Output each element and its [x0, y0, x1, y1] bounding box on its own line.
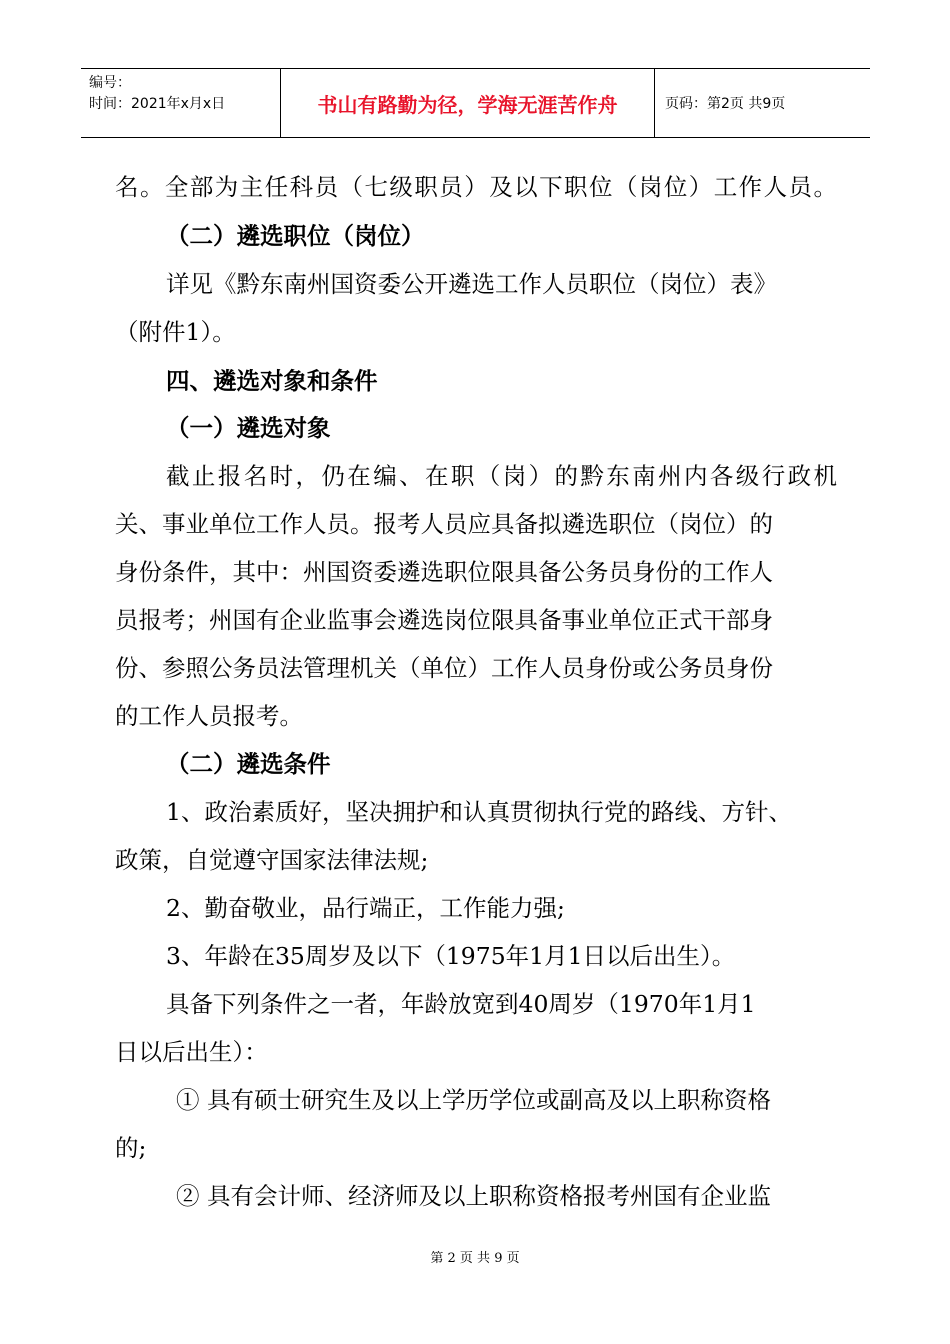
body-line: 2、勤奋敬业，品行端正，工作能力强;	[166, 894, 565, 922]
body-line: 员报考；州国有企业监事会遴选岗位限具备事业单位正式干部身	[115, 606, 773, 634]
section-heading: 四、遴选对象和条件	[166, 367, 378, 395]
body-line: 截止报名时，仍在编、在职（岗）的黔东南州内各级行政机	[166, 462, 837, 490]
header-page-code: 页码：第2页 共9页	[665, 96, 786, 112]
section-heading: （二）遴选条件	[166, 750, 331, 778]
body-line: 关、事业单位工作人员。报考人员应具备拟遴选职位（岗位）的	[115, 510, 773, 538]
body-line: 具备下列条件之一者，年龄放宽到40周岁（1970年1月1	[166, 990, 756, 1018]
body-line: 身份条件，其中：州国资委遴选职位限具备公务员身份的工作人	[115, 558, 773, 586]
section-heading: （二）遴选职位（岗位）	[166, 222, 425, 250]
page-footer	[0, 1247, 950, 1266]
body-line: 3、年龄在35周岁及以下（1975年1月1日以后出生）。	[166, 942, 736, 970]
section-heading: （一）遴选对象	[166, 414, 331, 442]
time-label: 时间：2021年x月x日	[89, 96, 226, 112]
body-line: 的;	[115, 1134, 147, 1162]
body-line: 1、政治素质好，坚决拥护和认真贯彻执行党的路线、方针、	[166, 798, 792, 826]
header-page-cell	[655, 69, 870, 137]
body-line: ① 具有硕士研究生及以上学历学位或副高及以上职称资格	[176, 1086, 771, 1114]
body-line: 名。全部为主任科员（七级职员）及以下职位（岗位）工作人员。	[115, 173, 837, 201]
body-line: 详见《黔东南州国资委公开遴选工作人员职位（岗位）表》	[166, 270, 777, 298]
footer-page-number: 第 2 页 共 9 页	[430, 1251, 520, 1266]
header-meta-cell	[81, 69, 281, 137]
document-header	[81, 68, 870, 138]
body-line: 的工作人员报考。	[115, 702, 303, 730]
header-motto-cell	[281, 69, 655, 137]
header-motto: 书山有路勤为径，学海无涯苦作舟	[317, 92, 618, 117]
serial-label: 编号：	[89, 75, 131, 91]
body-line: ② 具有会计师、经济师及以上职称资格报考州国有企业监	[176, 1182, 771, 1210]
body-line: 政策，自觉遵守国家法律法规;	[115, 846, 429, 874]
body-line: 份、参照公务员法管理机关（单位）工作人员身份或公务员身份	[115, 654, 773, 682]
body-line: （附件1）。	[115, 318, 236, 346]
body-line: 日以后出生）：	[115, 1038, 268, 1066]
